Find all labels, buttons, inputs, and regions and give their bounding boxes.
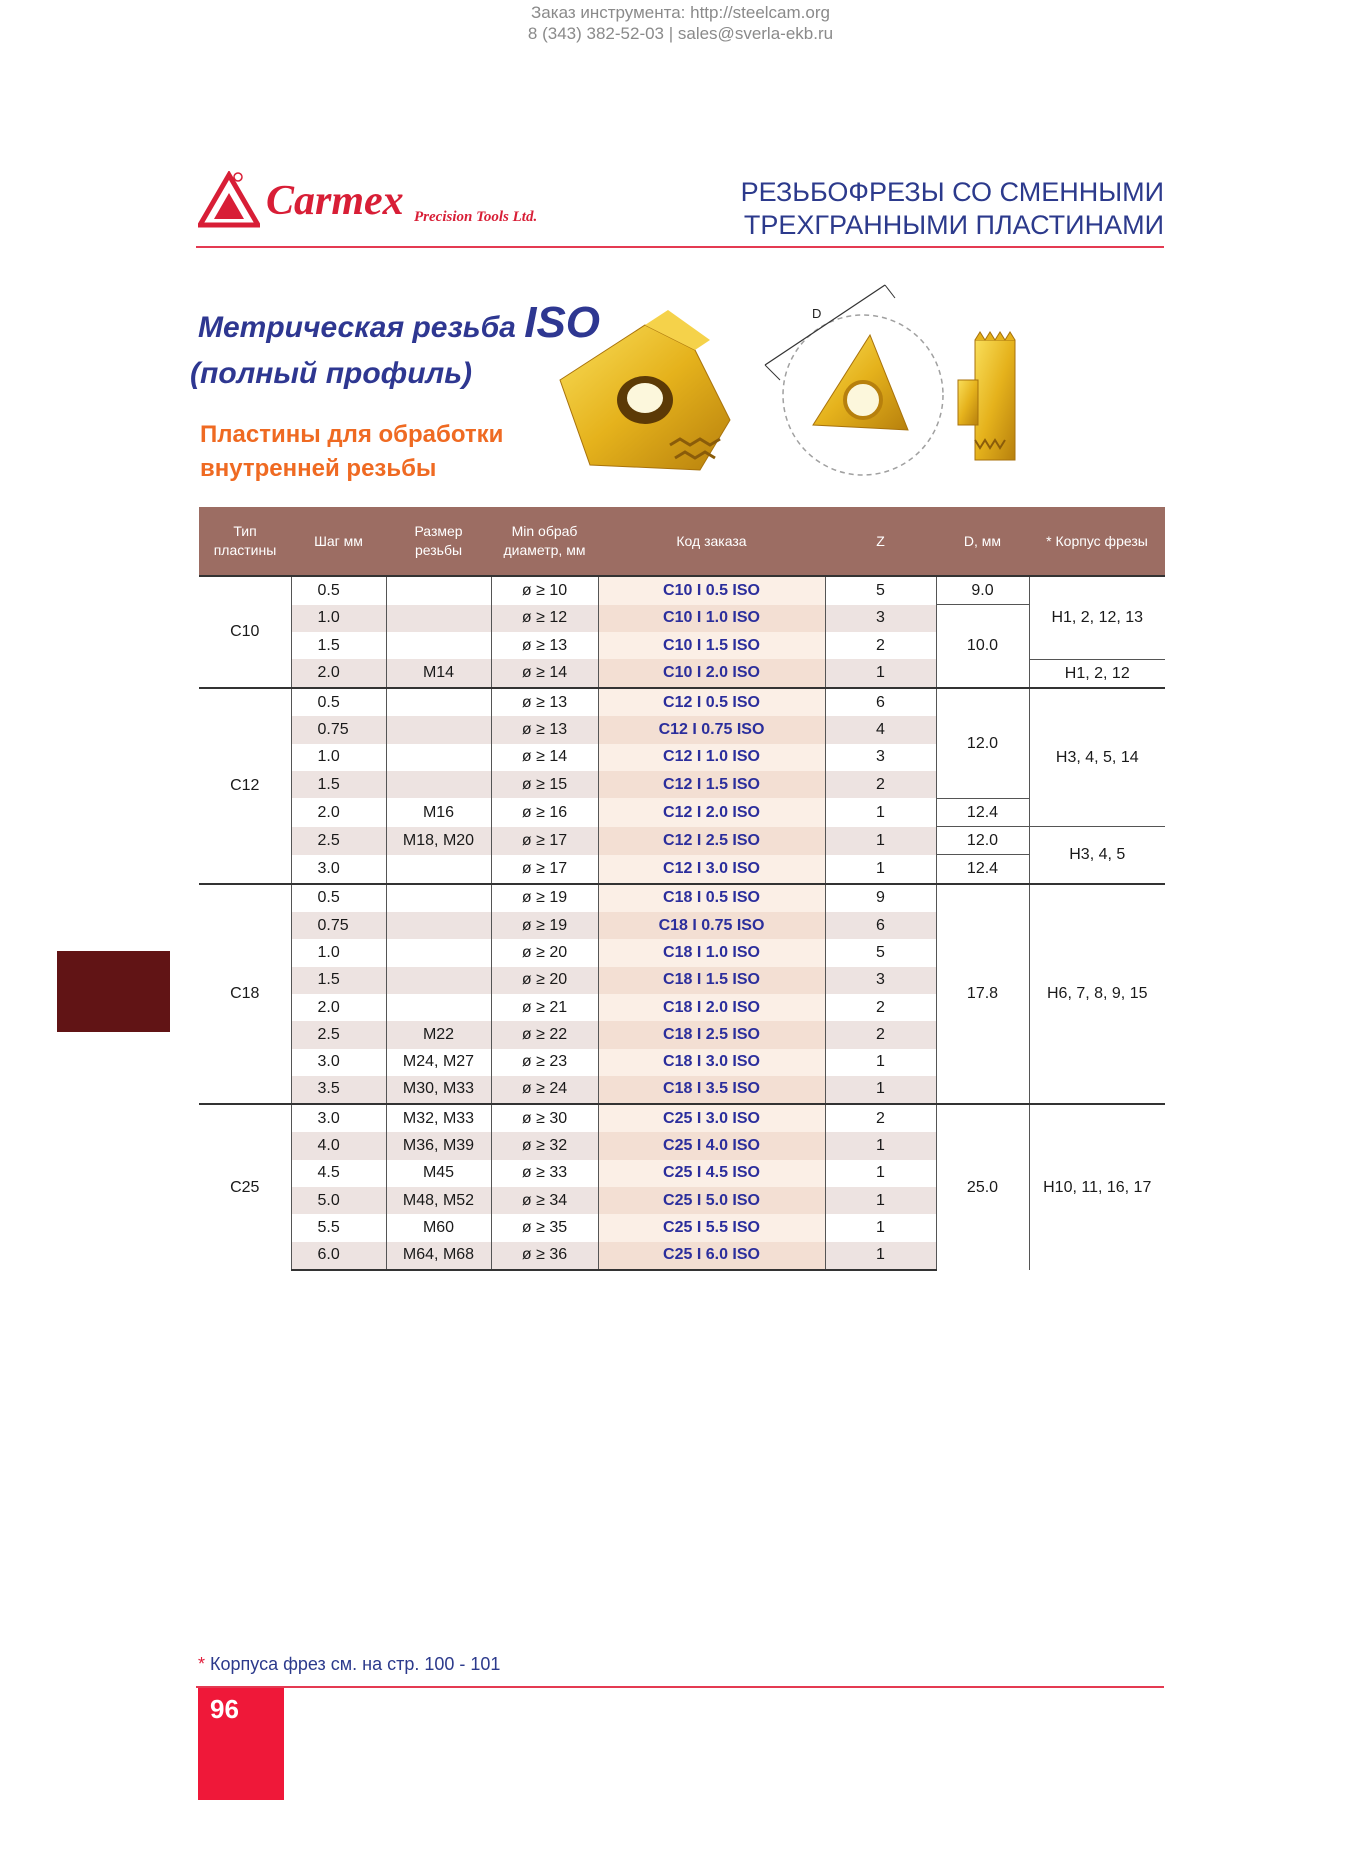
th-z: Z [825,507,936,576]
step-cell: 3.0 [291,1104,386,1132]
z-cell: 3 [825,605,936,632]
z-cell: 5 [825,939,936,966]
type-cell: C12 [199,688,291,884]
footnote [198,1654,500,1675]
step-cell: 5.0 [291,1187,386,1214]
min-diameter-cell: ø ≥ 32 [491,1132,598,1159]
z-cell: 1 [825,1242,936,1270]
size-cell [386,744,491,771]
order-code-cell: C25 I 6.0 ISO [598,1242,825,1270]
d-cell: 12.0 [936,827,1029,855]
z-cell: 6 [825,912,936,939]
section-title-iso: ISO [524,298,601,347]
size-cell: M30, M33 [386,1076,491,1104]
z-cell: 3 [825,744,936,771]
size-cell: M48, M52 [386,1187,491,1214]
size-cell: M45 [386,1160,491,1187]
min-diameter-cell: ø ≥ 14 [491,744,598,771]
min-diameter-cell: ø ≥ 13 [491,632,598,659]
z-cell: 1 [825,1049,936,1076]
side-tab-marker [57,951,170,1032]
d-cell: 12.4 [936,798,1029,826]
body-cell: H6, 7, 8, 9, 15 [1029,884,1165,1104]
order-code-cell: C18 I 1.5 ISO [598,967,825,994]
d-cell: 25.0 [936,1104,1029,1270]
body-cell: H1, 2, 12, 13 [1029,576,1165,659]
footer-divider [196,1686,1164,1688]
table-row [199,576,1165,605]
z-cell: 2 [825,994,936,1021]
size-cell: M14 [386,659,491,688]
z-cell: 2 [825,771,936,798]
d-cell: 9.0 [936,576,1029,605]
body-cell: H1, 2, 12 [1029,659,1165,688]
z-cell: 1 [825,659,936,688]
order-code-cell: C12 I 2.0 ISO [598,798,825,826]
size-cell [386,994,491,1021]
table-row [199,605,1165,632]
step-cell: 2.5 [291,1021,386,1048]
header-title-line1: РЕЗЬБОФРЕЗЫ СО СМЕННЫМИ [740,177,1164,207]
footnote-star: * [198,1654,206,1674]
step-cell: 1.5 [291,632,386,659]
z-cell: 4 [825,716,936,743]
z-cell: 1 [825,1160,936,1187]
type-cell: C18 [199,884,291,1104]
th-step: Шаг мм [291,507,386,576]
order-code-cell: C12 I 0.5 ISO [598,688,825,716]
step-cell: 6.0 [291,1242,386,1270]
step-cell: 2.0 [291,994,386,1021]
min-diameter-cell: ø ≥ 30 [491,1104,598,1132]
min-diameter-cell: ø ≥ 12 [491,605,598,632]
insert-illustration [550,270,1100,500]
z-cell: 1 [825,827,936,855]
d-cell: 10.0 [936,605,1029,688]
body-cell: H10, 11, 16, 17 [1029,1104,1165,1270]
size-cell: M24, M27 [386,1049,491,1076]
order-code-cell: C18 I 0.75 ISO [598,912,825,939]
th-min-diameter: Min обраб диаметр, мм [491,507,598,576]
d-cell: 12.4 [936,855,1029,884]
z-cell: 1 [825,1214,936,1241]
step-cell: 3.5 [291,1076,386,1104]
order-code-cell: C12 I 0.75 ISO [598,716,825,743]
min-diameter-cell: ø ≥ 24 [491,1076,598,1104]
step-cell: 1.0 [291,744,386,771]
header-title-line2: ТРЕХГРАННЫМИ ПЛАСТИНАМИ [743,210,1164,240]
min-diameter-cell: ø ≥ 33 [491,1160,598,1187]
size-cell [386,716,491,743]
min-diameter-cell: ø ≥ 13 [491,716,598,743]
z-cell: 2 [825,1104,936,1132]
order-code-cell: C10 I 1.5 ISO [598,632,825,659]
insert-dimension-diagram [765,285,943,475]
type-cell: C10 [199,576,291,688]
step-cell: 2.0 [291,659,386,688]
table-row [199,884,1165,912]
contact-line: 8 (343) 382-52-03 | sales@sverla-ekb.ru [527,24,834,43]
step-cell: 3.0 [291,1049,386,1076]
z-cell: 6 [825,688,936,716]
logo-subtitle: Precision Tools Ltd. [414,209,538,225]
order-code-cell: C25 I 4.0 ISO [598,1132,825,1159]
size-cell: M64, M68 [386,1242,491,1270]
d-cell: 12.0 [936,688,1029,798]
order-code-cell: C25 I 3.0 ISO [598,1104,825,1132]
step-cell: 0.75 [291,912,386,939]
insert-images [550,270,1100,500]
step-cell: 4.0 [291,1132,386,1159]
table-row [199,798,1165,826]
order-code-cell: C18 I 3.5 ISO [598,1076,825,1104]
step-cell: 0.5 [291,688,386,716]
size-cell: M60 [386,1214,491,1241]
order-code-cell: C12 I 1.0 ISO [598,744,825,771]
th-type: Тип пластины [199,507,291,576]
size-cell [386,605,491,632]
carmex-logo [196,167,556,237]
order-code-cell: C18 I 2.5 ISO [598,1021,825,1048]
z-cell: 2 [825,632,936,659]
min-diameter-cell: ø ≥ 19 [491,884,598,912]
min-diameter-cell: ø ≥ 17 [491,855,598,884]
size-cell: M18, M20 [386,827,491,855]
step-cell: 1.5 [291,771,386,798]
step-cell: 2.5 [291,827,386,855]
diagram-d-label: D [812,306,822,321]
table-row [199,855,1165,884]
th-body: * Корпус фрезы [1029,507,1165,576]
min-diameter-cell: ø ≥ 15 [491,771,598,798]
size-cell [386,688,491,716]
size-cell [386,771,491,798]
th-size: Размер резьбы [386,507,491,576]
step-cell: 5.5 [291,1214,386,1241]
size-cell [386,855,491,884]
order-contact-info [0,2,1361,44]
insert-subtitle-line1: Пластины для обработки [200,421,504,448]
table-row [199,1104,1165,1132]
size-cell [386,576,491,605]
order-code-cell: C12 I 2.5 ISO [598,827,825,855]
size-cell: M32, M33 [386,1104,491,1132]
order-code-cell: C25 I 4.5 ISO [598,1160,825,1187]
size-cell [386,632,491,659]
step-cell: 4.5 [291,1160,386,1187]
min-diameter-cell: ø ≥ 10 [491,576,598,605]
iso-insert-table [199,507,1165,1271]
size-cell: M36, M39 [386,1132,491,1159]
min-diameter-cell: ø ≥ 21 [491,994,598,1021]
z-cell: 5 [825,576,936,605]
d-cell: 17.8 [936,884,1029,1104]
logo-wordmark: Carmex [266,178,404,224]
size-cell: M16 [386,798,491,826]
order-code-cell: C25 I 5.0 ISO [598,1187,825,1214]
min-diameter-cell: ø ≥ 34 [491,1187,598,1214]
table-row [199,827,1165,855]
step-cell: 1.0 [291,605,386,632]
order-code-cell: C10 I 0.5 ISO [598,576,825,605]
table-header-row [199,507,1165,576]
footnote-text: Корпуса фрез см. на стр. 100 - 101 [205,1654,501,1674]
min-diameter-cell: ø ≥ 35 [491,1214,598,1241]
min-diameter-cell: ø ≥ 20 [491,939,598,966]
insert-3d-image [560,310,730,470]
table-row [199,688,1165,716]
size-cell [386,884,491,912]
z-cell: 1 [825,1132,936,1159]
type-cell: C25 [199,1104,291,1270]
step-cell: 0.5 [291,884,386,912]
min-diameter-cell: ø ≥ 13 [491,688,598,716]
size-cell [386,967,491,994]
order-code-cell: C18 I 2.0 ISO [598,994,825,1021]
header-divider [196,246,1164,248]
order-code-cell: C18 I 0.5 ISO [598,884,825,912]
z-cell: 3 [825,967,936,994]
th-order-code: Код заказа [598,507,825,576]
page-number: 96 [210,1694,239,1724]
size-cell [386,939,491,966]
order-code-cell: C12 I 3.0 ISO [598,855,825,884]
step-cell: 0.5 [291,576,386,605]
order-code-cell: C10 I 2.0 ISO [598,659,825,688]
step-cell: 1.5 [291,967,386,994]
z-cell: 1 [825,855,936,884]
order-code-cell: C12 I 1.5 ISO [598,771,825,798]
step-cell: 3.0 [291,855,386,884]
min-diameter-cell: ø ≥ 20 [491,967,598,994]
min-diameter-cell: ø ≥ 14 [491,659,598,688]
page-header-title [741,176,1164,242]
th-d: D, мм [936,507,1029,576]
insert-side-profile [958,332,1015,460]
order-url-line: Заказ инструмента: http://steelcam.org [531,3,830,22]
step-cell: 1.0 [291,939,386,966]
z-cell: 1 [825,1076,936,1104]
section-title [190,298,601,397]
min-diameter-cell: ø ≥ 19 [491,912,598,939]
order-code-cell: C25 I 5.5 ISO [598,1214,825,1241]
z-cell: 1 [825,1187,936,1214]
min-diameter-cell: ø ≥ 23 [491,1049,598,1076]
order-code-cell: C10 I 1.0 ISO [598,605,825,632]
size-cell: M22 [386,1021,491,1048]
z-cell: 1 [825,798,936,826]
body-cell: H3, 4, 5 [1029,827,1165,884]
insert-subtitle-line2: внутренней резьбы [200,455,437,482]
section-title-sub: (полный профиль) [190,357,473,390]
order-code-cell: C18 I 3.0 ISO [598,1049,825,1076]
insert-subtitle [200,418,503,486]
size-cell [386,912,491,939]
step-cell: 2.0 [291,798,386,826]
z-cell: 2 [825,1021,936,1048]
min-diameter-cell: ø ≥ 36 [491,1242,598,1270]
step-cell: 0.75 [291,716,386,743]
z-cell: 9 [825,884,936,912]
order-code-cell: C18 I 1.0 ISO [598,939,825,966]
min-diameter-cell: ø ≥ 22 [491,1021,598,1048]
section-title-main: Метрическая резьба [198,311,525,344]
carmex-emblem-icon [198,171,260,231]
min-diameter-cell: ø ≥ 17 [491,827,598,855]
min-diameter-cell: ø ≥ 16 [491,798,598,826]
body-cell: H3, 4, 5, 14 [1029,688,1165,826]
